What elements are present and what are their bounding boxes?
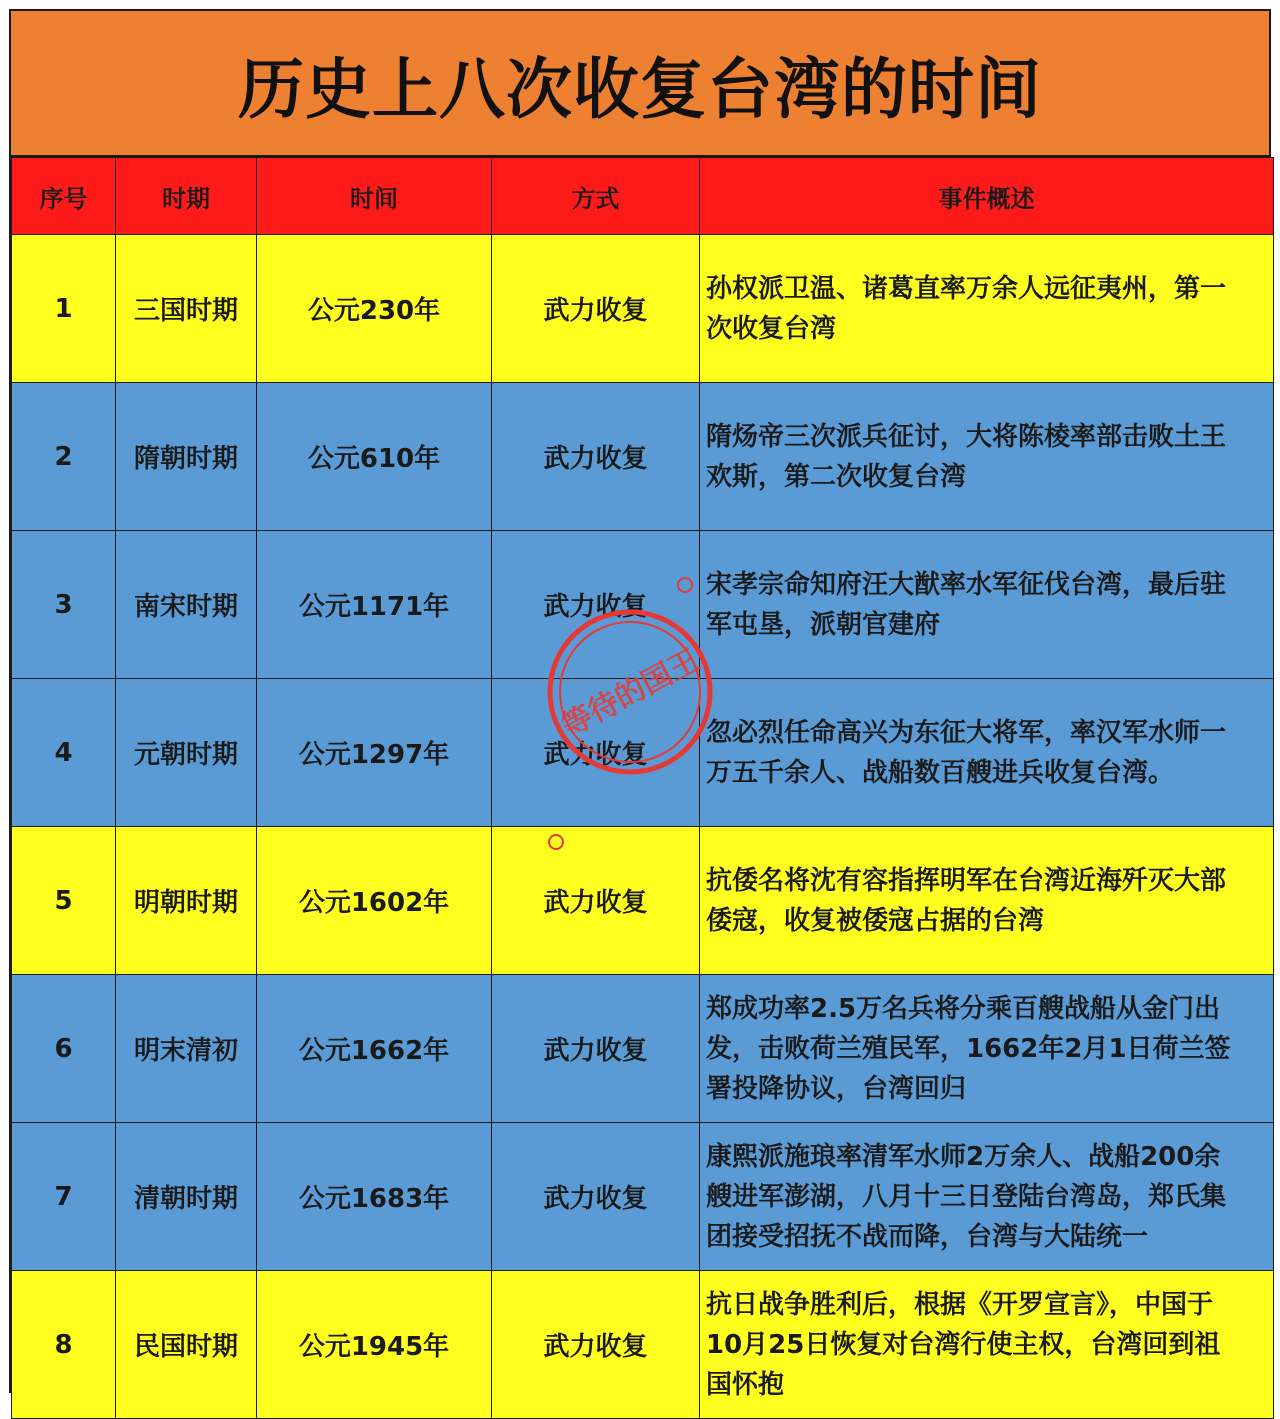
cell-period: 元朝时期 [116,679,257,827]
summary-line: 军屯垦，派朝官建府 [706,609,941,640]
summary-line: 次收复台湾 [706,313,837,344]
summary-line: 抗日战争胜利后，根据《开罗宣言》，中国于 [706,1289,1214,1320]
summary-line: 郑成功率2.5万名兵将分乘百艘战船从金门出 [706,993,1221,1024]
summary-line: 孙权派卫温、诸葛直率万余人远征夷州，第一 [706,273,1227,304]
summary-line: 10月25日恢复对台湾行使主权，台湾回到祖 [706,1329,1221,1360]
cell-method: 武力收复 [492,679,700,827]
cell-year: 公元1602年 [257,827,492,975]
cell-year: 公元230年 [257,235,492,383]
table-row [12,679,1274,827]
table-row [12,975,1274,1123]
cell-method: 武力收复 [492,383,700,531]
header-index: 序号 [12,158,116,235]
recovery-table [11,157,1274,1419]
table-row [12,531,1274,679]
cell-method: 武力收复 [492,827,700,975]
summary-line: 署投降协议，台湾回归 [706,1073,967,1104]
cell-index: 6 [12,975,116,1123]
summary-line: 倭寇，收复被倭寇占据的台湾 [706,905,1045,936]
cell-index: 3 [12,531,116,679]
summary-line: 抗倭名将沈有容指挥明军在台湾近海歼灭大部 [706,865,1227,896]
summary-line: 欢斯，第二次收复台湾 [706,461,967,492]
cell-summary [700,1123,1274,1271]
cell-period: 隋朝时期 [116,383,257,531]
stamp-text: 等待的国王 [556,642,706,744]
cell-summary [700,679,1274,827]
title-bar [11,11,1269,157]
summary-line: 康熙派施琅率清军水师2万余人、战船200余 [706,1141,1221,1172]
cell-period: 三国时期 [116,235,257,383]
page-title: 历史上八次收复台湾的时间 [238,50,1042,128]
cell-period: 明朝时期 [116,827,257,975]
cell-year: 公元1683年 [257,1123,492,1271]
summary-line: 忽必烈任命高兴为东征大将军，率汉军水师一 [706,717,1227,748]
cell-index: 8 [12,1271,116,1419]
cell-year: 公元1171年 [257,531,492,679]
cell-period: 南宋时期 [116,531,257,679]
cell-method: 武力收复 [492,235,700,383]
summary-line: 万五千余人、战船数百艘进兵收复台湾。 [706,757,1175,788]
cell-method: 武力收复 [492,1271,700,1419]
cell-method: 武力收复 [492,975,700,1123]
cell-year: 公元1297年 [257,679,492,827]
cell-year: 公元1662年 [257,975,492,1123]
cell-summary [700,383,1274,531]
table-row [12,1123,1274,1271]
table-header-row [12,158,1274,235]
summary-line: 发，击败荷兰殖民军，1662年2月1日荷兰签 [706,1033,1231,1064]
cell-method: 武力收复 [492,1123,700,1271]
cell-method: 武力收复 [492,531,700,679]
cell-period: 明末清初 [116,975,257,1123]
cell-index: 4 [12,679,116,827]
cell-summary [700,1271,1274,1419]
summary-line: 艘进军澎湖，八月十三日登陆台湾岛，郑氏集 [706,1181,1227,1212]
summary-line: 宋孝宗命知府汪大猷率水军征伐台湾，最后驻 [706,569,1227,600]
cell-index: 1 [12,235,116,383]
header-year: 时间 [257,158,492,235]
cell-index: 7 [12,1123,116,1271]
cell-summary [700,827,1274,975]
table-row [12,383,1274,531]
table-row [12,1271,1274,1419]
cell-period: 清朝时期 [116,1123,257,1271]
cell-year: 公元610年 [257,383,492,531]
table-row [12,235,1274,383]
header-summary: 事件概述 [700,158,1274,235]
header-method: 方式 [492,158,700,235]
cell-year: 公元1945年 [257,1271,492,1419]
cell-index: 5 [12,827,116,975]
cell-index: 2 [12,383,116,531]
cell-summary [700,975,1274,1123]
cell-period: 民国时期 [116,1271,257,1419]
stamp-dot-mark [548,834,564,850]
table-row [12,827,1274,975]
summary-line: 隋炀帝三次派兵征讨，大将陈棱率部击败土王 [706,421,1227,452]
summary-line: 国怀抱 [706,1369,785,1400]
infographic-sheet [9,9,1271,1400]
summary-line: 团接受招抚不战而降，台湾与大陆统一 [706,1221,1149,1252]
stamp-dot-mark [677,577,693,593]
cell-summary [700,235,1274,383]
cell-summary [700,531,1274,679]
table-body [12,235,1274,1419]
header-period: 时期 [116,158,257,235]
